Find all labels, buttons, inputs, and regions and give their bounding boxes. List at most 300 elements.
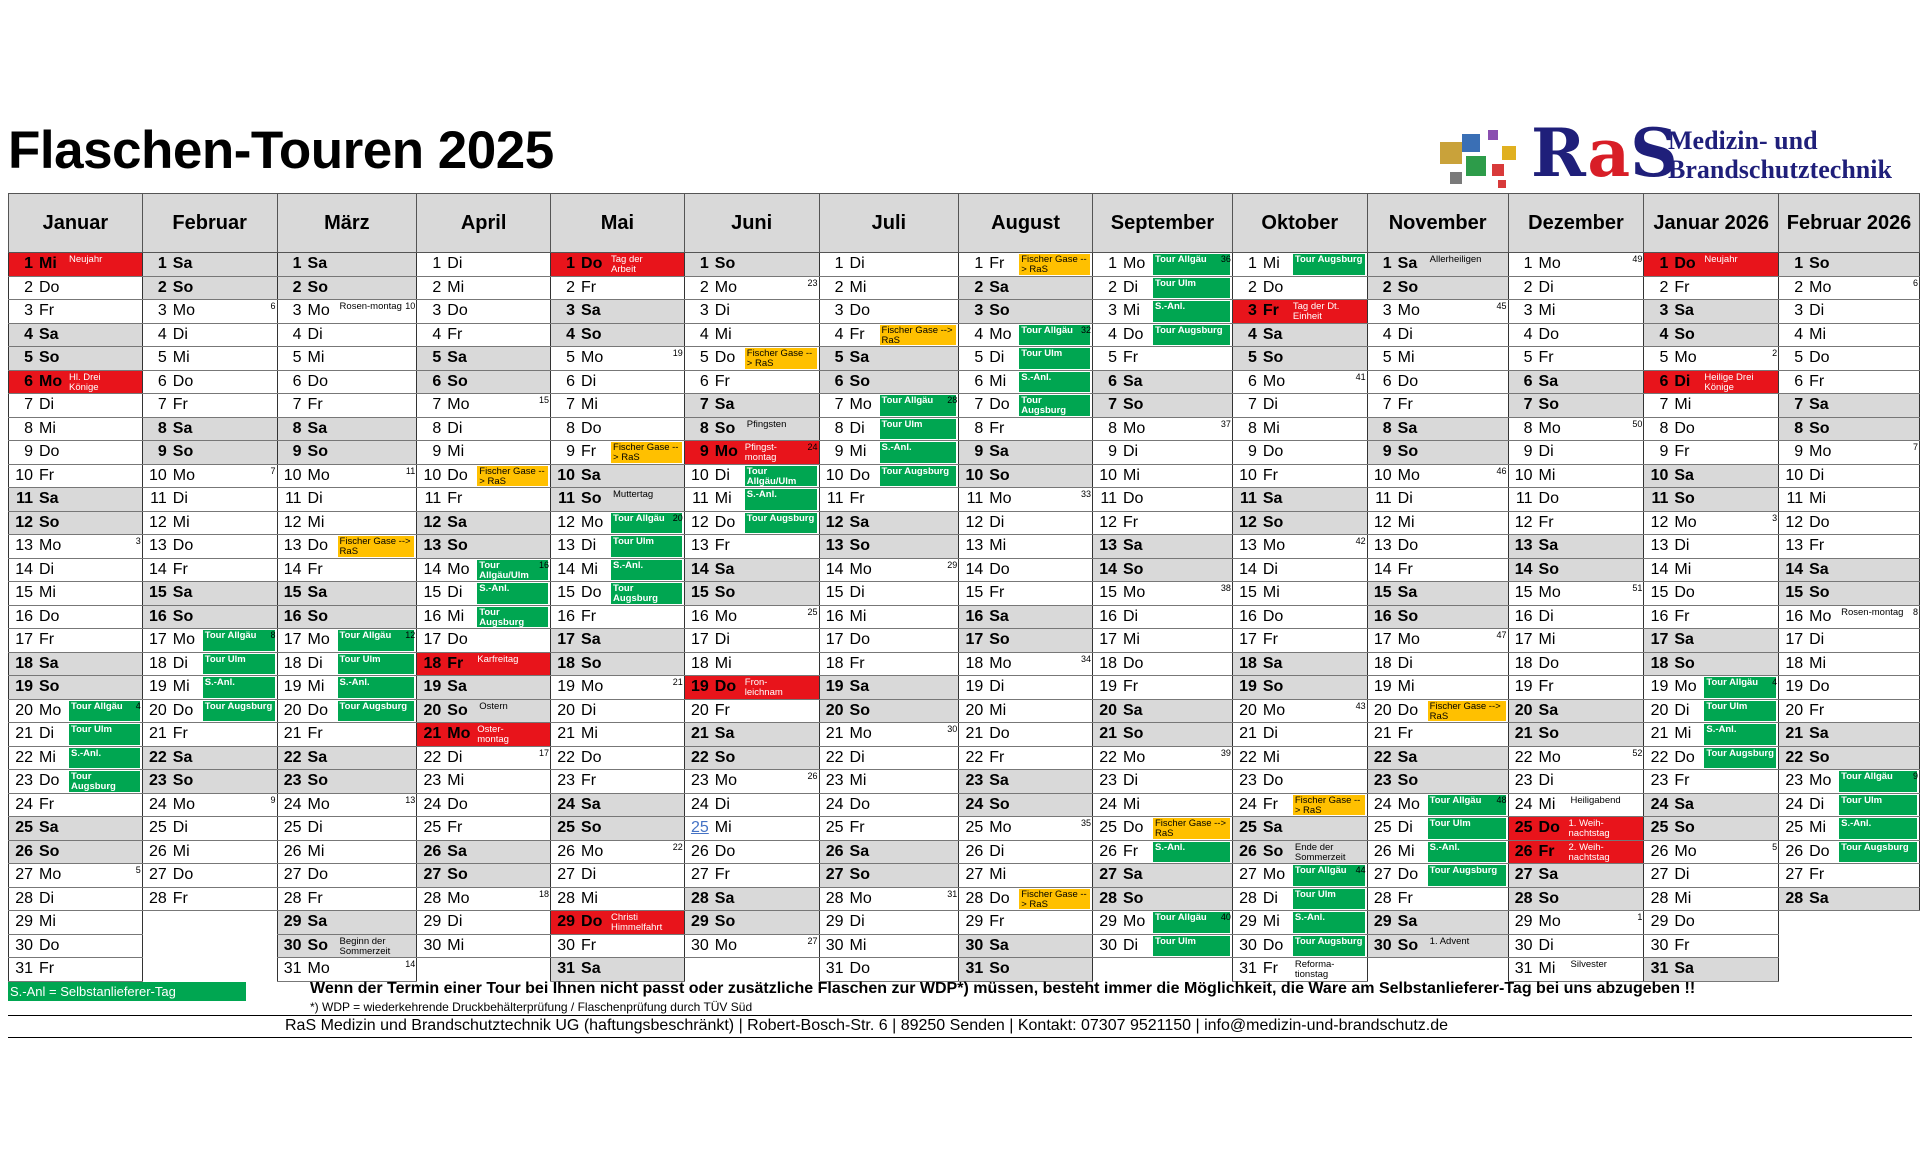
day-number: 26 xyxy=(1650,842,1669,860)
calendar-table xyxy=(8,193,1920,982)
day-cell xyxy=(1644,253,1779,277)
day-number: 8 xyxy=(1247,419,1257,437)
weekday: So xyxy=(714,584,736,602)
weekday: So xyxy=(1538,725,1559,743)
day-number: 17 xyxy=(15,631,33,649)
day-cell xyxy=(417,770,551,794)
day-cell xyxy=(1232,840,1367,864)
tour-badge: Tour Allgäu/Ulm xyxy=(745,466,817,487)
weekday: Sa xyxy=(714,396,735,414)
day-cell xyxy=(551,793,685,817)
day-cell xyxy=(1644,723,1779,747)
tour-badge: Tour Augsburg xyxy=(477,607,548,628)
day-cell xyxy=(551,887,685,911)
day-number: 16 xyxy=(1514,607,1533,625)
day-number: 30 xyxy=(825,936,844,954)
weekday: Mi xyxy=(989,372,1007,390)
day-cell xyxy=(1367,370,1508,394)
weekday: Do xyxy=(1397,701,1419,719)
day-cell xyxy=(819,746,959,770)
gas-badge: Fischer Gase --> RaS xyxy=(1019,889,1090,910)
day-number: 21 xyxy=(690,725,709,743)
weekday: Do xyxy=(447,631,468,649)
day-number: 30 xyxy=(965,936,984,954)
day-number: 24 xyxy=(1373,795,1392,813)
day-cell xyxy=(1093,793,1233,817)
day-cell xyxy=(1232,323,1367,347)
day-number: 29 xyxy=(15,913,33,931)
weekday: Mi xyxy=(447,443,465,461)
weekday: So xyxy=(581,819,602,837)
weekday: Sa xyxy=(1674,795,1694,813)
note-label: Muttertag xyxy=(613,489,654,500)
tour-badge: Tour Allgäu/Ulm xyxy=(477,560,548,581)
day-cell xyxy=(1508,676,1644,700)
weekday: Fr xyxy=(1397,560,1413,578)
day-cell xyxy=(1232,535,1367,559)
week-number: 18 xyxy=(539,888,550,899)
day-cell xyxy=(9,817,143,841)
day-number: 8 xyxy=(1523,419,1533,437)
weekday: Di xyxy=(714,302,730,320)
weekday: Di xyxy=(1538,607,1554,625)
tour-badge: Tour Ulm xyxy=(1019,348,1090,369)
day-number: 10 xyxy=(965,466,984,484)
day-cell xyxy=(1508,582,1644,606)
weekday: Sa xyxy=(307,748,328,766)
day-cell xyxy=(9,629,143,653)
day-cell xyxy=(1508,558,1644,582)
week-number: 4 xyxy=(1772,677,1778,687)
day-row xyxy=(9,629,1920,653)
day-number: 15 xyxy=(557,584,576,602)
day-number: 21 xyxy=(1514,725,1533,743)
day-number: 12 xyxy=(1099,513,1117,531)
day-cell xyxy=(1367,535,1508,559)
day-cell xyxy=(684,276,819,300)
day-number: 27 xyxy=(1239,866,1257,884)
day-number: 9 xyxy=(24,443,33,461)
weekday: Di xyxy=(1397,490,1413,508)
tour-badge: Tour Ulm xyxy=(69,724,140,745)
weekday: Do xyxy=(581,419,602,437)
day-number: 8 xyxy=(699,419,709,437)
day-number: 13 xyxy=(148,537,167,555)
day-number: 29 xyxy=(690,913,709,931)
day-cell xyxy=(1093,417,1233,441)
tour-badge: Tour Allgäu xyxy=(1019,325,1090,346)
day-cell xyxy=(551,652,685,676)
day-cell xyxy=(9,723,143,747)
day-number: 20 xyxy=(965,701,984,719)
day-number: 16 xyxy=(825,607,844,625)
weekday: Di xyxy=(989,678,1005,696)
day-number: 12 xyxy=(965,513,984,531)
day-cell xyxy=(417,676,551,700)
day-cell xyxy=(959,958,1093,982)
day-cell xyxy=(1093,511,1233,535)
day-cell xyxy=(277,911,417,935)
day-number: 26 xyxy=(283,842,302,860)
day-cell xyxy=(1232,347,1367,371)
weekday: So xyxy=(849,866,870,884)
day-number: 26 xyxy=(1239,842,1257,860)
weekday: Mo xyxy=(1809,278,1832,296)
day-number: 17 xyxy=(1239,631,1257,649)
weekday: So xyxy=(1397,936,1419,954)
week-number: 7 xyxy=(270,465,276,476)
week-number: 5 xyxy=(1772,841,1778,852)
day-number: 26 xyxy=(148,842,167,860)
day-number: 21 xyxy=(557,725,576,743)
day-number: 15 xyxy=(690,584,709,602)
day-cell xyxy=(1508,605,1644,629)
day-number: 2 xyxy=(1108,278,1117,296)
day-number: 22 xyxy=(825,748,844,766)
day-cell xyxy=(1093,887,1233,911)
weekday: So xyxy=(1262,513,1284,531)
week-number: 44 xyxy=(1355,865,1366,875)
day-cell xyxy=(959,441,1093,465)
weekday: Sa xyxy=(1262,819,1283,837)
day-number: 30 xyxy=(15,936,33,954)
weekday: Fr xyxy=(39,302,55,320)
weekday: So xyxy=(307,936,328,954)
day-cell xyxy=(551,770,685,794)
footer-notice: Wenn der Termin einer Tour bei Ihnen nicht passt oder zusätzliche Flaschen zur WDP*) müssen, besteht immer die Möglichkeit, die Ware am Selbstanlieferer-Tag bei uns abzugeben !! xyxy=(310,980,1696,997)
day-cell xyxy=(1093,464,1233,488)
day-cell xyxy=(1232,793,1367,817)
weekday: Do xyxy=(1538,325,1559,343)
day-cell xyxy=(551,347,685,371)
day-number: 2 xyxy=(834,278,844,296)
day-number: 15 xyxy=(423,584,442,602)
day-cell xyxy=(1232,300,1367,324)
month-header: November xyxy=(1367,194,1508,253)
day-number: 9 xyxy=(1108,443,1117,461)
day-number: 19 xyxy=(1373,678,1392,696)
week-number: 12 xyxy=(405,630,416,640)
week-number: 35 xyxy=(1080,818,1091,828)
tour-badge: S.-Anl. xyxy=(611,560,682,581)
tour-badge: Tour Augsburg xyxy=(203,701,275,722)
day-cell xyxy=(417,464,551,488)
weekday: Sa xyxy=(447,678,467,696)
day-cell xyxy=(142,699,277,723)
week-number: 45 xyxy=(1496,301,1507,311)
day-number: 28 xyxy=(1514,889,1533,907)
day-number: 20 xyxy=(15,701,33,719)
brand-name: RaS xyxy=(1531,114,1678,192)
day-cell xyxy=(277,441,417,465)
calendar-body xyxy=(9,253,1920,982)
day-number: 9 xyxy=(566,443,576,461)
day-cell xyxy=(9,770,143,794)
day-row xyxy=(9,652,1920,676)
weekday: Mi xyxy=(1123,631,1140,649)
day-number: 10 xyxy=(1514,466,1533,484)
day-row xyxy=(9,276,1920,300)
day-cell xyxy=(1367,699,1508,723)
day-cell xyxy=(417,323,551,347)
day-number: 6 xyxy=(432,372,442,390)
day-number: 17 xyxy=(557,631,576,649)
day-cell xyxy=(1779,300,1920,324)
weekday: Do xyxy=(447,466,468,484)
tour-badge: Tour Ulm xyxy=(1153,936,1230,957)
day-cell xyxy=(1779,605,1920,629)
weekday: Mi xyxy=(1397,678,1415,696)
weekday: Fr xyxy=(581,443,597,461)
day-number: 11 xyxy=(826,490,844,508)
day-cell xyxy=(1779,464,1920,488)
weekday: So xyxy=(1674,819,1695,837)
day-number: 19 xyxy=(283,678,302,696)
holiday-label: Pfingst-montag xyxy=(744,442,777,463)
day-number[interactable]: 25 xyxy=(690,819,709,837)
note-label: Pfingsten xyxy=(746,418,787,430)
day-number: 18 xyxy=(15,654,33,672)
day-cell xyxy=(1644,441,1779,465)
day-number: 11 xyxy=(692,490,709,508)
day-cell xyxy=(684,417,819,441)
day-cell xyxy=(1093,582,1233,606)
weekday: Fr xyxy=(714,701,730,719)
day-number: 19 xyxy=(423,678,442,696)
day-number: 30 xyxy=(1514,936,1533,954)
day-cell xyxy=(684,394,819,418)
weekday: Fr xyxy=(1674,443,1690,461)
note-label: Silvester xyxy=(1570,959,1607,970)
day-number: 15 xyxy=(148,584,167,602)
month-header: Februar 2026 xyxy=(1779,194,1920,253)
week-number: 4 xyxy=(135,700,141,711)
empty-cell xyxy=(1093,958,1233,982)
day-number: 11 xyxy=(284,490,302,508)
weekday: Sa xyxy=(1397,255,1418,273)
weekday: Do xyxy=(1674,748,1695,766)
gas-badge: Fischer Gase --> RaS xyxy=(1153,818,1230,839)
weekday: Di xyxy=(581,372,597,390)
day-cell xyxy=(1779,394,1920,418)
day-cell xyxy=(277,699,417,723)
weekday: Do xyxy=(989,725,1010,743)
day-number: 29 xyxy=(1099,913,1117,931)
weekday: Do xyxy=(1397,372,1419,390)
day-cell xyxy=(142,323,277,347)
weekday: Mi xyxy=(1262,913,1280,931)
weekday: Mi xyxy=(1538,631,1556,649)
day-number: 26 xyxy=(557,842,576,860)
day-number: 25 xyxy=(1099,819,1117,837)
weekday: Do xyxy=(172,701,194,719)
day-number: 27 xyxy=(825,866,844,884)
weekday: Do xyxy=(39,607,60,625)
weekday: Mi xyxy=(39,584,56,602)
weekday: Mi xyxy=(307,678,325,696)
day-number: 4 xyxy=(1108,325,1117,343)
holiday-label: 2. Weih-nachtstag xyxy=(1568,841,1610,862)
tour-badge: S.-Anl. xyxy=(1019,372,1090,393)
weekday: Do xyxy=(849,795,870,813)
day-cell xyxy=(1093,394,1233,418)
weekday: Sa xyxy=(172,748,193,766)
holiday-label: Christi Himmelfahrt xyxy=(611,912,663,933)
weekday: Sa xyxy=(39,819,59,837)
weekday: Sa xyxy=(581,795,601,813)
week-number: 37 xyxy=(1220,418,1231,429)
day-cell xyxy=(1367,394,1508,418)
weekday: So xyxy=(1397,278,1419,296)
weekday: Sa xyxy=(1809,889,1829,907)
week-number: 41 xyxy=(1355,371,1366,382)
day-cell xyxy=(959,699,1093,723)
weekday: Sa xyxy=(447,842,467,860)
weekday: Do xyxy=(1538,654,1559,672)
day-cell xyxy=(684,511,819,535)
day-cell xyxy=(819,958,959,982)
weekday: Fr xyxy=(1674,772,1690,790)
day-cell xyxy=(9,511,143,535)
weekday: Fr xyxy=(1674,936,1690,954)
weekday: So xyxy=(1397,607,1419,625)
day-number: 28 xyxy=(423,889,442,907)
day-cell xyxy=(1508,253,1644,277)
weekday: Mi xyxy=(1674,560,1692,578)
day-cell xyxy=(1779,582,1920,606)
tour-badge: Tour Augsburg xyxy=(1153,325,1230,346)
day-cell xyxy=(1367,605,1508,629)
day-number: 14 xyxy=(690,560,709,578)
footer-footnote: *) WDP = wiederkehrende Druckbehälterprüfung / Flaschenprüfung durch TÜV Süd xyxy=(310,1000,753,1014)
weekday: Sa xyxy=(172,419,193,437)
week-number: 3 xyxy=(1772,512,1778,523)
day-cell xyxy=(1367,817,1508,841)
day-number: 27 xyxy=(148,866,167,884)
weekday: Di xyxy=(447,255,463,273)
day-cell xyxy=(142,276,277,300)
day-number: 10 xyxy=(1373,466,1392,484)
day-cell xyxy=(819,370,959,394)
weekday: Di xyxy=(447,748,463,766)
weekday: Sa xyxy=(1262,325,1283,343)
day-row xyxy=(9,488,1920,512)
day-number: 9 xyxy=(1247,443,1257,461)
footer-contact: RaS Medizin und Brandschutztechnik UG (haftungsbeschränkt) | Robert-Bosch-Str. 6 | 89250 Senden | Kontakt: 07307 9521150 | info@medizin-und-brandschutz.de xyxy=(285,1017,1449,1034)
day-cell xyxy=(819,558,959,582)
day-cell xyxy=(684,464,819,488)
gas-badge: Fischer Gase --> RaS xyxy=(880,325,957,346)
weekday: So xyxy=(447,537,468,555)
weekday: Fr xyxy=(172,725,188,743)
day-number: 9 xyxy=(1382,443,1392,461)
day-number: 27 xyxy=(690,866,709,884)
weekday: So xyxy=(1674,654,1695,672)
day-number: 5 xyxy=(699,349,709,367)
day-number: 4 xyxy=(1523,325,1533,343)
weekday: Do xyxy=(1538,490,1559,508)
holiday-label: Neujahr xyxy=(69,254,103,265)
day-number: 7 xyxy=(292,396,302,414)
weekday: Mo xyxy=(172,302,195,320)
weekday: Di xyxy=(714,795,730,813)
day-cell xyxy=(959,840,1093,864)
weekday: Fr xyxy=(447,819,463,837)
day-cell xyxy=(684,723,819,747)
day-cell xyxy=(142,887,277,911)
day-number: 2 xyxy=(699,278,709,296)
day-cell xyxy=(1232,276,1367,300)
day-number: 9 xyxy=(699,443,709,461)
day-number: 4 xyxy=(1382,325,1392,343)
day-number: 1 xyxy=(1108,255,1117,273)
day-cell xyxy=(1508,417,1644,441)
day-cell xyxy=(9,605,143,629)
day-cell xyxy=(277,605,417,629)
day-number: 3 xyxy=(292,302,302,320)
day-number: 29 xyxy=(1373,913,1392,931)
weekday: Sa xyxy=(447,513,467,531)
day-number: 12 xyxy=(148,513,167,531)
day-cell xyxy=(1508,394,1644,418)
day-number: 5 xyxy=(1659,349,1669,367)
day-cell xyxy=(1093,300,1233,324)
weekday: Mo xyxy=(989,819,1012,837)
day-number: 12 xyxy=(557,513,576,531)
weekday: Mo xyxy=(581,678,604,696)
tour-badge: Tour Augsburg xyxy=(1293,936,1365,957)
day-row xyxy=(9,347,1920,371)
weekday: Mi xyxy=(714,325,732,343)
day-cell xyxy=(959,464,1093,488)
company-logo xyxy=(1436,114,1914,196)
day-number: 24 xyxy=(1099,795,1117,813)
weekday: Mi xyxy=(581,889,598,907)
weekday: Do xyxy=(1262,772,1284,790)
day-number: 1 xyxy=(1247,255,1257,273)
day-number: 14 xyxy=(423,560,442,578)
day-cell xyxy=(1508,723,1644,747)
day-cell xyxy=(9,699,143,723)
weekday: So xyxy=(1397,772,1419,790)
weekday: Fr xyxy=(1397,725,1413,743)
weekday: Mi xyxy=(307,513,325,531)
day-row xyxy=(9,934,1920,958)
weekday: Sa xyxy=(849,513,870,531)
day-cell xyxy=(684,605,819,629)
day-number: 3 xyxy=(1247,302,1257,320)
day-cell xyxy=(1093,253,1233,277)
day-cell xyxy=(551,558,685,582)
weekday: So xyxy=(1123,396,1144,414)
weekday: Mo xyxy=(447,396,470,414)
day-cell xyxy=(1367,488,1508,512)
weekday: Sa xyxy=(1397,748,1418,766)
day-cell xyxy=(277,934,417,958)
day-cell xyxy=(1644,347,1779,371)
weekday: Di xyxy=(447,913,463,931)
day-row xyxy=(9,887,1920,911)
day-cell xyxy=(684,676,819,700)
weekday: Mo xyxy=(1123,584,1146,602)
day-cell xyxy=(819,652,959,676)
day-number: 9 xyxy=(432,443,442,461)
day-number: 25 xyxy=(1239,819,1257,837)
day-cell xyxy=(551,699,685,723)
day-cell xyxy=(1644,370,1779,394)
day-number: 19 xyxy=(825,678,844,696)
weekday: Fr xyxy=(1538,842,1555,860)
